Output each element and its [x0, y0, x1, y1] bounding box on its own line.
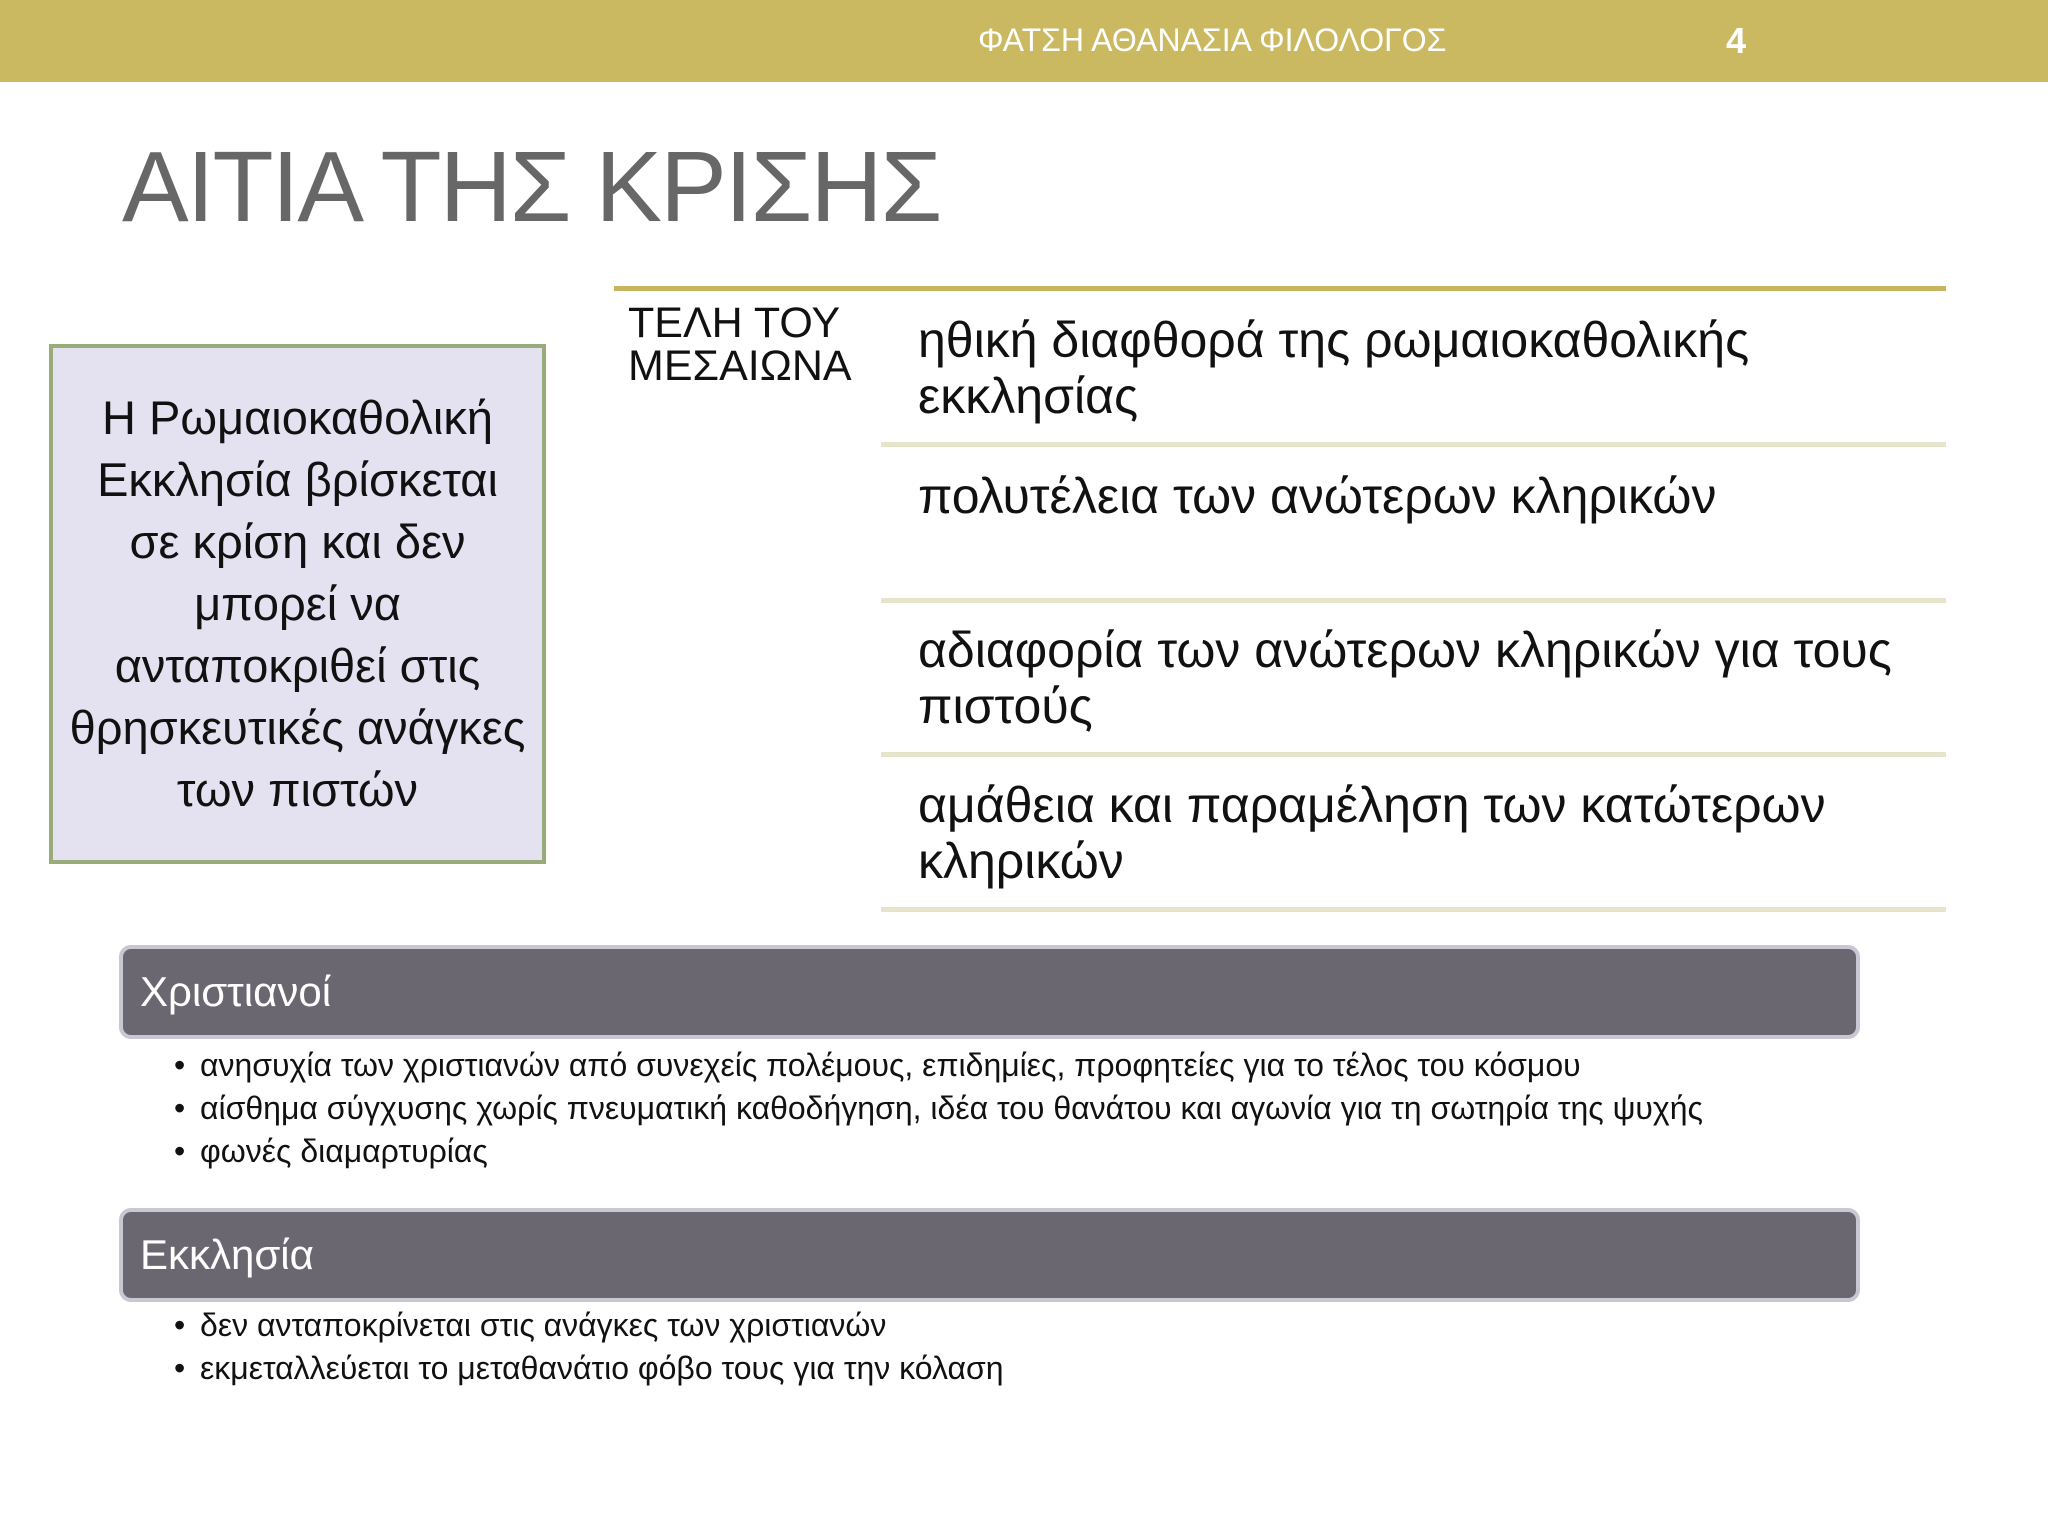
bullet-item: • εκμεταλλεύεται το μεταθανάτιο φόβο τους για την κόλαση — [174, 1347, 1004, 1390]
cause-divider — [881, 907, 1946, 912]
cause-item: αμάθεια και παραμέληση των κατώτερων κληρικών — [918, 777, 1826, 889]
page-number: 4 — [1726, 20, 1747, 61]
bullet-list-church — [174, 1304, 1004, 1390]
bullet-item: • ανησυχία των χριστιανών από συνεχείς πολέμους, επιδημίες, προφητείες για το τέλος του κόσμου — [174, 1044, 1703, 1087]
cause-divider — [881, 598, 1946, 603]
cause-item: ηθική διαφθορά της ρωμαιοκαθολικής εκκλησίας — [918, 312, 1750, 424]
bullet-list-christians — [174, 1044, 1703, 1173]
timeline-label: ΤΕΛΗ ΤΟΥ ΜΕΣΑΙΩΝΑ — [628, 299, 852, 390]
cause-item: πολυτέλεια των ανώτερων κληρικών — [918, 468, 1717, 524]
cause-divider — [881, 442, 1946, 447]
bullet-item: • αίσθημα σύγχυσης χωρίς πνευματική καθοδήγηση, ιδέα του θανάτου και αγωνία για τη σωτηρία της ψυχής — [174, 1087, 1703, 1130]
header-author: ΦΑΤΣΗ ΑΘΑΝΑΣΙΑ ΦΙΛΟΛΟΓΟΣ — [978, 22, 1447, 58]
section-heading: Εκκλησία — [140, 1231, 314, 1278]
callout-text: Η Ρωμαιοκαθολική Εκκλησία βρίσκεται σε κρίση και δεν μπορεί να ανταποκριθεί στις θρησκευτικές ανάγκες των πιστών — [69, 391, 526, 816]
slide-title: ΑΙΤΙΑ ΤΗΣ ΚΡΙΣΗΣ — [122, 131, 941, 243]
callout-box — [49, 344, 546, 864]
bullet-item: • δεν ανταποκρίνεται στις ανάγκες των χριστιανών — [174, 1304, 1004, 1347]
section-header-christians — [119, 945, 1860, 1039]
timeline-top-line — [614, 286, 1946, 291]
section-header-church — [119, 1208, 1860, 1302]
cause-item: αδιαφορία των ανώτερων κληρικών για τους πιστούς — [918, 622, 1892, 734]
section-heading: Χριστιανοί — [140, 968, 332, 1015]
cause-divider — [881, 752, 1946, 757]
bullet-item: • φωνές διαμαρτυρίας — [174, 1130, 1703, 1173]
